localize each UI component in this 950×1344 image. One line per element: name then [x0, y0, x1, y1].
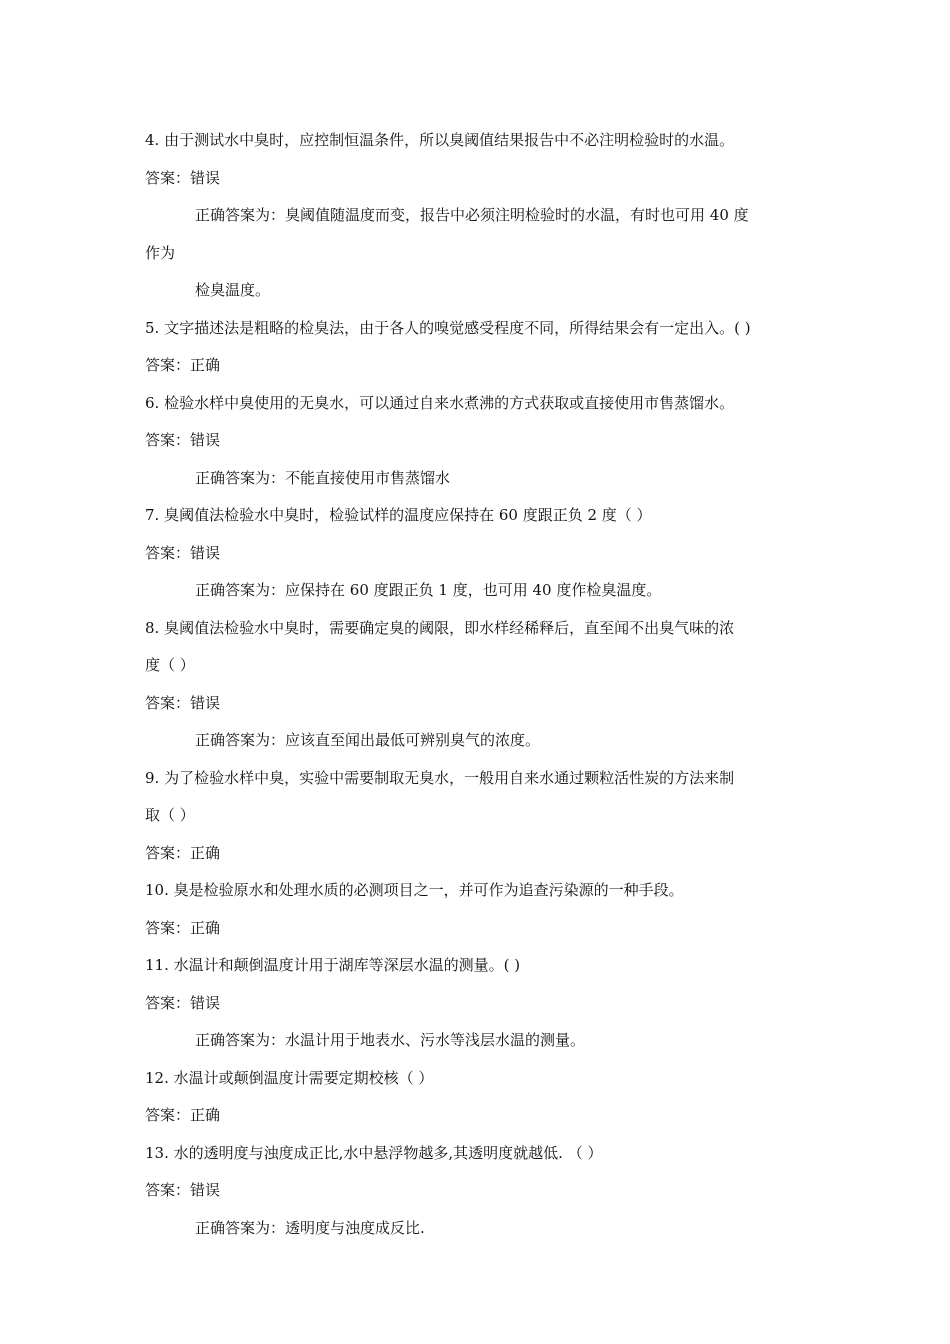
question-8: 8. 臭阈值法检验水中臭时，需要确定臭的阈限，即水样经稀释后，直至闻不出臭气味的浓 [145, 618, 735, 637]
question-12: 12. 水温计或颠倒温度计需要定期校核（ ） [145, 1068, 434, 1087]
answer-10: 答案：正确 [145, 918, 221, 937]
correction-11: 正确答案为：水温计用于地表水、污水等浅层水温的测量。 [195, 1031, 586, 1049]
question-5: 5. 文字描述法是粗略的检臭法，由于各人的嗅觉感受程度不同，所得结果会有一定出入。( ) [145, 318, 751, 337]
question-9-cont: 取（ ） [145, 806, 195, 824]
correction-7: 正确答案为：应保持在 60 度跟正负 1 度，也可用 40 度作检臭温度。 [195, 581, 662, 599]
answer-7: 答案：错误 [145, 543, 221, 562]
correction-6: 正确答案为：不能直接使用市售蒸馏水 [195, 468, 451, 487]
question-7: 7. 臭阈值法检验水中臭时，检验试样的温度应保持在 60 度跟正负 2 度（ ） [145, 506, 652, 524]
question-11: 11. 水温计和颠倒温度计用于湖库等深层水温的测量。( ) [145, 956, 521, 974]
answer-6: 答案：错误 [145, 431, 221, 449]
question-9: 9. 为了检验水样中臭，实验中需要制取无臭水，一般用自来水通过颗粒活性炭的方法来制 [145, 768, 735, 787]
answer-4: 答案：错误 [145, 168, 221, 187]
correction-4-cont2: 检臭温度。 [195, 281, 271, 299]
correction-4: 正确答案为：臭阈值随温度而变，报告中必须注明检验时的水温，有时也可用 40 度 [195, 206, 749, 224]
answer-9: 答案：正确 [145, 843, 221, 862]
question-4: 4. 由于测试水中臭时，应控制恒温条件，所以臭阈值结果报告中不必注明检验时的水温。 [145, 131, 735, 149]
answer-13: 答案：错误 [145, 1181, 221, 1199]
document-body [145, 122, 815, 1247]
correction-13: 正确答案为：透明度与浊度成反比. [195, 1218, 425, 1237]
question-10: 10. 臭是检验原水和处理水质的必测项目之一，并可作为追查污染源的一种手段。 [145, 881, 684, 899]
answer-11: 答案：错误 [145, 993, 221, 1012]
correction-8: 正确答案为：应该直至闻出最低可辨别臭气的浓度。 [195, 731, 541, 749]
answer-8: 答案：错误 [145, 693, 221, 712]
answer-12: 答案：正确 [145, 1106, 221, 1124]
question-8-cont: 度（ ） [145, 656, 195, 674]
question-6: 6. 检验水样中臭使用的无臭水，可以通过自来水煮沸的方式获取或直接使用市售蒸馏水。 [145, 393, 735, 412]
answer-5: 答案：正确 [145, 356, 221, 374]
correction-4-cont: 作为 [145, 243, 176, 262]
question-13: 13. 水的透明度与浊度成正比,水中悬浮物越多,其透明度就越低. （ ） [145, 1143, 603, 1162]
